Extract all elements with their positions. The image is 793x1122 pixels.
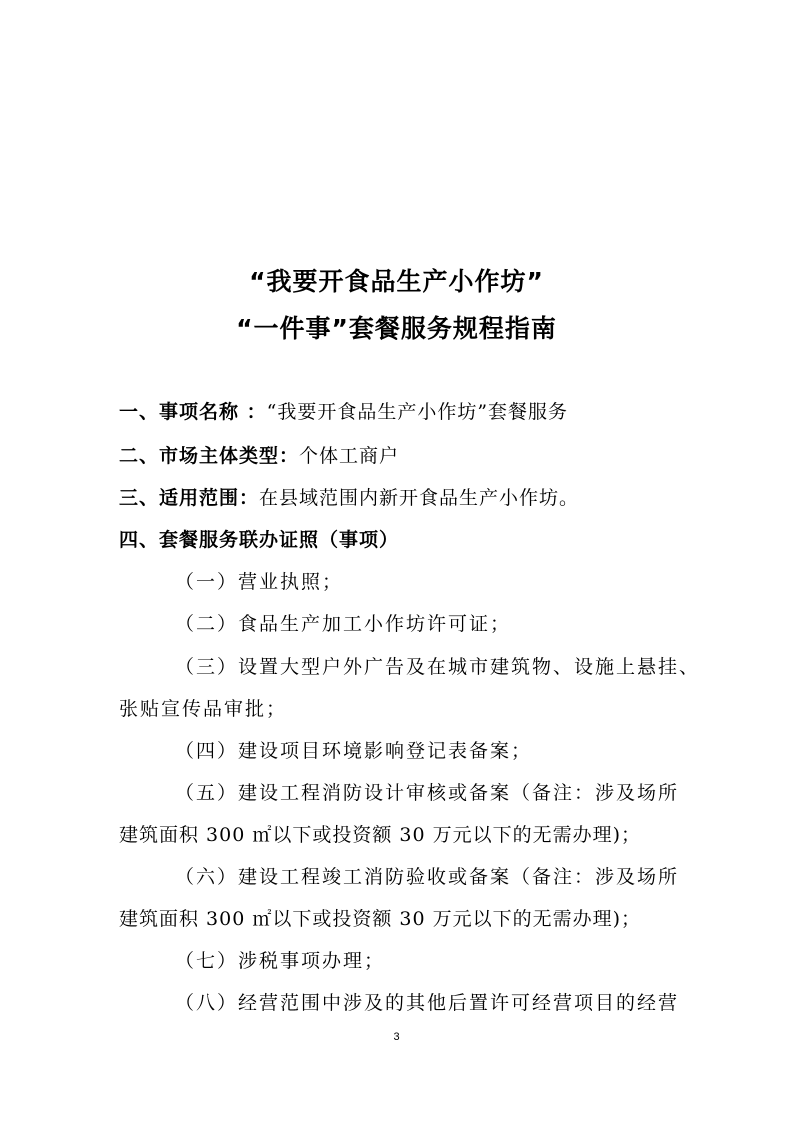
section-market-entity-type <box>119 441 399 468</box>
list-item: （八）经营范围中涉及的其他后置许可经营项目的经营 <box>175 992 680 1014</box>
section-item-name <box>119 397 568 424</box>
list-item: （七）涉税事项办理； <box>175 950 386 972</box>
section-label: 三、适用范围： <box>119 487 260 509</box>
section-value: 在县域范围内新开食品生产小作坊。 <box>259 487 580 509</box>
section-scope <box>119 483 579 510</box>
list-item: （三）设置大型户外广告及在城市建筑物、设施上悬挂、 <box>175 656 701 678</box>
list-item: （四）建设项目环境影响登记表备案； <box>175 740 533 762</box>
section-label: 四、套餐服务联办证照（事项） <box>119 529 400 551</box>
list-item-continuation: 建筑面积 300 ㎡以下或投资额 30 万元以下的无需办理)； <box>119 908 642 930</box>
list-item: （六）建设工程竣工消防验收或备案（备注：涉及场所 <box>175 866 680 888</box>
page-number: 3 <box>393 1031 400 1043</box>
section-joint-licenses <box>119 525 399 552</box>
document-title-line-1: “我要开食品生产小作坊” <box>249 267 544 296</box>
section-value: “我要开食品生产小作坊”套餐服务 <box>266 401 569 423</box>
section-label: 一、事项名称 ： <box>119 401 267 423</box>
list-item-continuation: 张贴宣传品审批； <box>119 698 288 720</box>
document-title-line-2: “一件事”套餐服务规程指南 <box>236 314 557 343</box>
section-value: 个体工商户 <box>299 445 400 467</box>
list-item-continuation: 建筑面积 300 ㎡以下或投资额 30 万元以下的无需办理)； <box>119 824 642 846</box>
list-item: （一）营业执照； <box>175 571 344 593</box>
section-label: 二、市场主体类型： <box>119 445 300 467</box>
list-item: （二）食品生产加工小作坊许可证； <box>175 613 512 635</box>
list-item: （五）建设工程消防设计审核或备案（备注：涉及场所 <box>175 782 680 804</box>
